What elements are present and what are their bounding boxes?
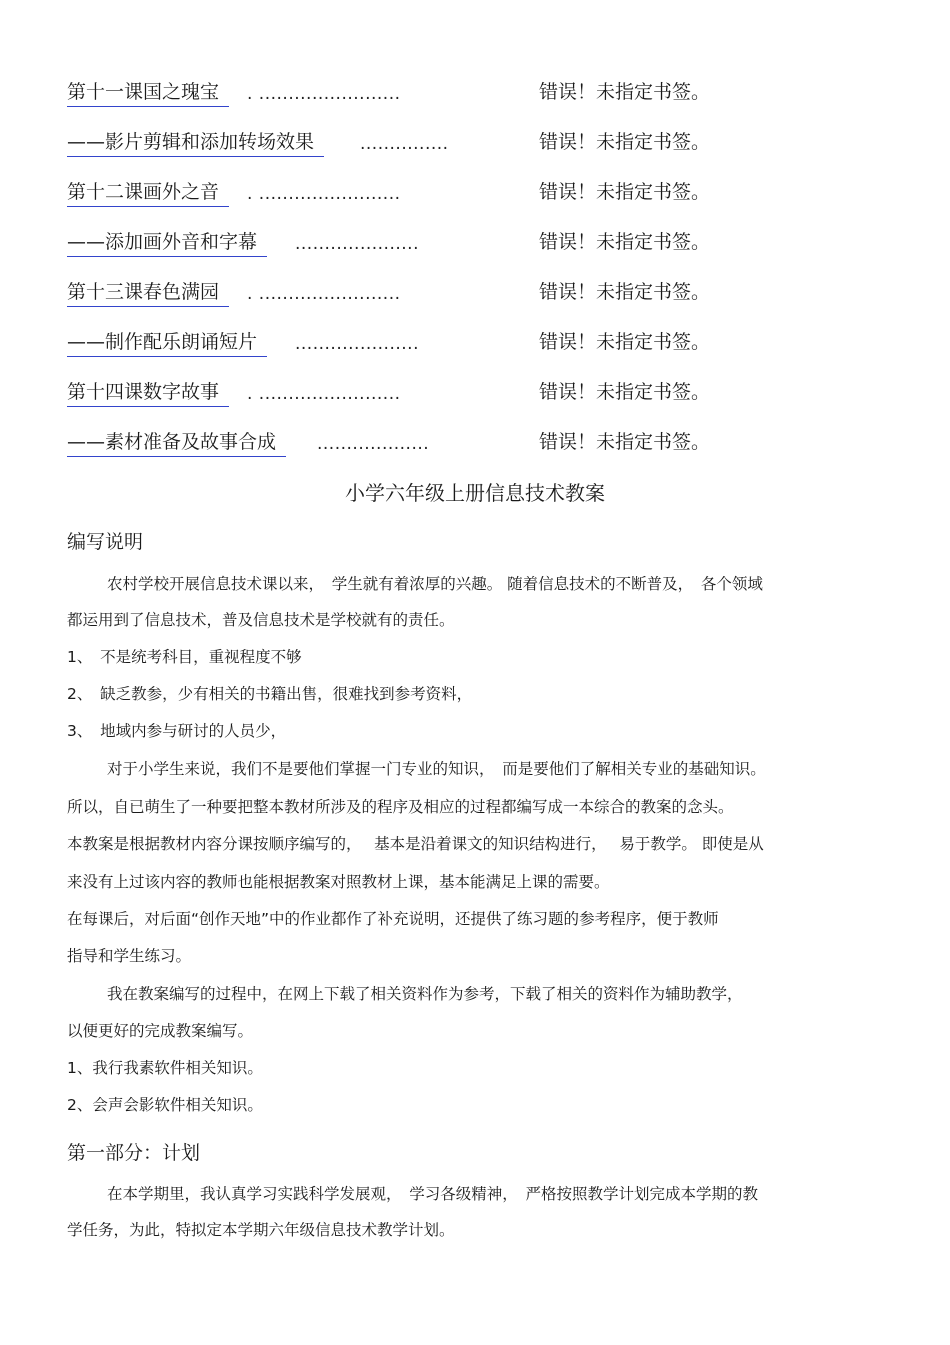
list-item: 1、 不是统考科目，重视程度不够 [67, 648, 302, 666]
toc-link[interactable]: 第十一课国之瑰宝 [67, 78, 229, 107]
toc-entry[interactable] [67, 128, 847, 158]
toc-link[interactable]: ——影片剪辑和添加转场效果 [67, 128, 324, 157]
toc-entry[interactable] [67, 228, 847, 258]
toc-leader-dots: ..................... [295, 234, 419, 254]
section-heading: 第一部分：计划 [67, 1142, 201, 1164]
paragraph-line: 在本学期里，我认真学习实践科学发展观， 学习各级精神， 严格按照教学计划完成本学期的教 [107, 1185, 759, 1203]
paragraph-line: 农村学校开展信息技术课以来， 学生就有着浓厚的兴趣。 随着信息技术的不断普及， 各个领域 [107, 575, 763, 593]
toc-bookmark-error: 错误！未指定书签。 [539, 81, 711, 103]
toc-link[interactable]: ——添加画外音和字幕 [67, 228, 267, 257]
list-item: 1、我行我素软件相关知识。 [67, 1059, 263, 1077]
toc-bookmark-error: 错误！未指定书签。 [539, 281, 711, 303]
paragraph-line: 在每课后，对后面“创作天地”中的作业都作了补充说明，还提供了练习题的参考程序，便于教师 [67, 910, 719, 928]
paragraph-line: 以便更好的完成教案编写。 [67, 1022, 254, 1040]
toc-leader-dots: . ........................ [247, 184, 401, 204]
toc-leader-dots: . ........................ [247, 84, 401, 104]
toc-leader-dots: . ........................ [247, 284, 401, 304]
document-title: 小学六年级上册信息技术教案 [345, 481, 605, 505]
toc-link[interactable]: 第十三课春色满园 [67, 278, 229, 307]
toc-entry[interactable] [67, 278, 847, 308]
toc-bookmark-error: 错误！未指定书签。 [539, 381, 711, 403]
toc-leader-dots: ................... [317, 434, 430, 454]
paragraph-line: 都运用到了信息技术，普及信息技术是学校就有的责任。 [67, 611, 455, 629]
toc-bookmark-error: 错误！未指定书签。 [539, 131, 711, 153]
toc-entry[interactable] [67, 328, 847, 358]
toc-entry[interactable] [67, 78, 847, 108]
toc-bookmark-error: 错误！未指定书签。 [539, 181, 711, 203]
toc-entry[interactable] [67, 428, 847, 458]
paragraph-line: 学任务，为此，特拟定本学期六年级信息技术教学计划。 [67, 1221, 455, 1239]
toc-link[interactable]: 第十二课画外之音 [67, 178, 229, 207]
toc-bookmark-error: 错误！未指定书签。 [539, 231, 711, 253]
paragraph-line: 指导和学生练习。 [67, 947, 192, 965]
toc-entry[interactable] [67, 378, 847, 408]
toc-leader-dots: . ........................ [247, 384, 401, 404]
toc-leader-dots: ............... [360, 134, 449, 154]
toc-link[interactable]: ——制作配乐朗诵短片 [67, 328, 267, 357]
toc-link[interactable]: 第十四课数字故事 [67, 378, 229, 407]
paragraph-line: 来没有上过该内容的教师也能根据教案对照教材上课，基本能满足上课的需要。 [67, 873, 610, 891]
toc-bookmark-error: 错误！未指定书签。 [539, 331, 711, 353]
toc-entry[interactable] [67, 178, 847, 208]
toc-leader-dots: ..................... [295, 334, 419, 354]
toc-link[interactable]: ——素材准备及故事合成 [67, 428, 286, 457]
list-item: 2、 缺乏教参，少有相关的书籍出售，很难找到参考资料， [67, 685, 473, 703]
section-heading: 编写说明 [67, 531, 144, 553]
paragraph-line: 对于小学生来说，我们不是要他们掌握一门专业的知识， 而是要他们了解相关专业的基础知识。 [107, 760, 766, 778]
paragraph-line: 所以，自已萌生了一种要把整本教材所涉及的程序及相应的过程都编写成一本综合的教案的念头。 [67, 798, 734, 816]
toc-bookmark-error: 错误！未指定书签。 [539, 431, 711, 453]
paragraph-line: 我在教案编写的过程中，在网上下载了相关资料作为参考，下载了相关的资料作为辅助教学， [107, 985, 743, 1003]
paragraph-line: 本教案是根据教材内容分课按顺序编写的， 基本是沿着课文的知识结构进行， 易于教学。 即使是从 [67, 835, 764, 853]
list-item: 2、会声会影软件相关知识。 [67, 1096, 263, 1114]
list-item: 3、 地域内参与研讨的人员少， [67, 722, 287, 740]
